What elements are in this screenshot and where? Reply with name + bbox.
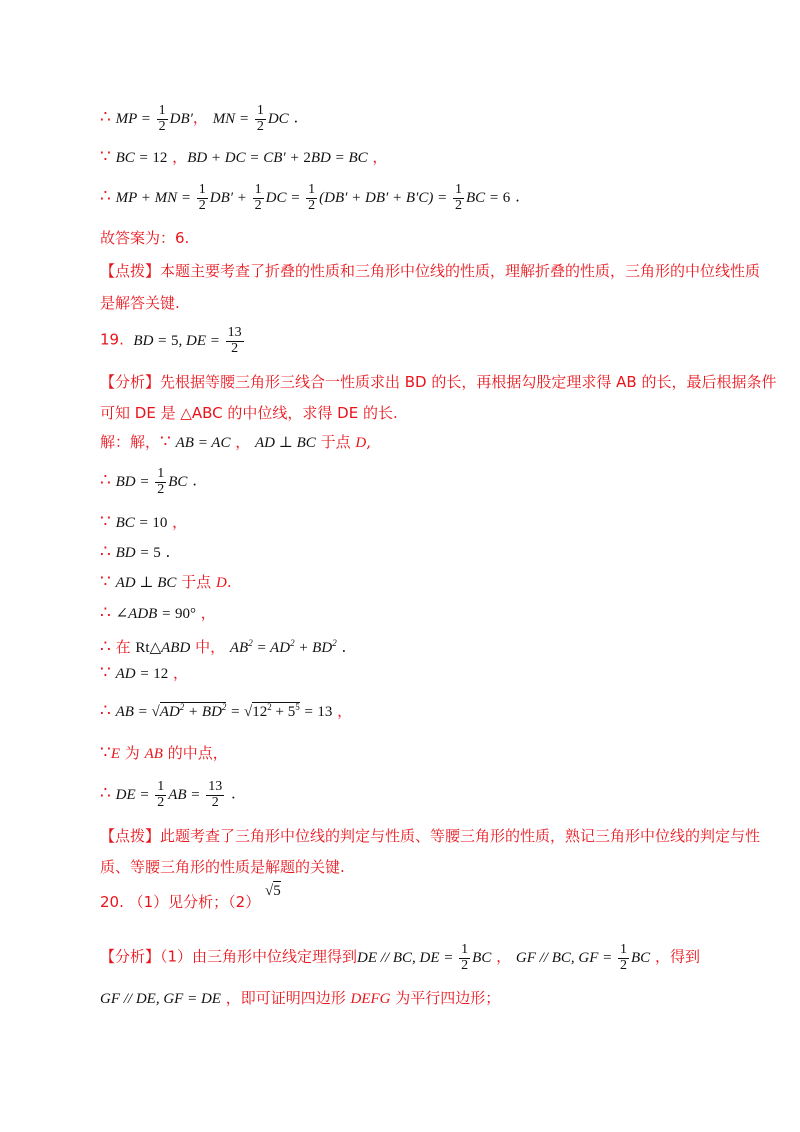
line-15: ∴ ∠ADB = 90° ， — [100, 603, 216, 623]
line-12: ∵ BC = 10 ， — [100, 512, 188, 532]
line-22: 质、等腰三角形的性质是解题的关键. — [100, 858, 345, 876]
line-18: ∴ AB = $√AD^2 + BD^2 = √12^2 + 5^5 = 13$ ， — [100, 701, 353, 721]
line-1: ∴ MP = $\frac{1}{2}$ DB′， MN = $\frac{1}{2}$ DC . — [100, 103, 299, 134]
line-17: ∵ AD = 12 ， — [100, 663, 189, 683]
line-4: 故答案为：6. — [100, 229, 190, 247]
line-20: ∴ DE = $\frac{1}{2}$ AB = $\frac{13}{2}$ . — [100, 779, 236, 810]
line-14: ∵ AD ⊥ BC 于点 D. — [100, 572, 232, 592]
line-19: ∵E 为 AB 的中点， — [100, 743, 228, 763]
line-7: 19. BD = 5, DE = $\frac{13}{2}$ — [100, 325, 242, 356]
line-5: 【点拨】本题主要考查了折叠的性质和三角形中位线的性质，理解折叠的性质，三角形的中位线性质 — [100, 262, 761, 280]
line-21: 【点拨】此题考查了三角形中位线的判定与性质、等腰三角形的性质，熟记三角形中位线的判定与性 — [100, 827, 761, 845]
line-24: 【分析】（1）由三角形中位线定理得到DE // BC, DE = $\frac{1}{2}$ BC ， GF // BC, GF = $\frac{1}{2}$ BC ，得到 — [100, 942, 700, 973]
line-23: 20. （1）见分析；（2） √5 — [100, 883, 281, 911]
line-9: 可知 DE 是 △ABC 的中位线，求得 DE 的长. — [100, 404, 398, 422]
line-6: 是解答关键. — [100, 294, 180, 312]
line-25: GF // DE, GF = DE ，即可证明四边形 DEFG 为平行四边形； — [100, 989, 501, 1007]
line-2: ∵ BC = 12 ，BD + DC = CB′ + 2BD = BC ， — [100, 147, 388, 167]
line-11: ∴ BD = $\frac{1}{2}$ BC . — [100, 466, 197, 497]
line-10: 解：解，∵ AB = AC ， AD ⊥ BC 于点 D, — [100, 432, 371, 452]
line-8: 【分析】先根据等腰三角形三线合一性质求出 BD 的长，再根据勾股定理求得 AB 的长，最后根据条件 — [100, 373, 777, 391]
line-13: ∴ BD = 5 . — [100, 542, 171, 562]
line-3: ∴ MP + MN = $\frac{1}{2}$ DB′ + $\frac{1}{2}$ DC = $\frac{1}{2}$ (DB′ + DB′ + B′C) = $\frac{1}{2}$ BC = 6 . — [100, 182, 520, 213]
line-16: ∴ 在 Rt△ABD 中， $AB^2 = AD^2 + BD^2$ . — [100, 637, 347, 657]
